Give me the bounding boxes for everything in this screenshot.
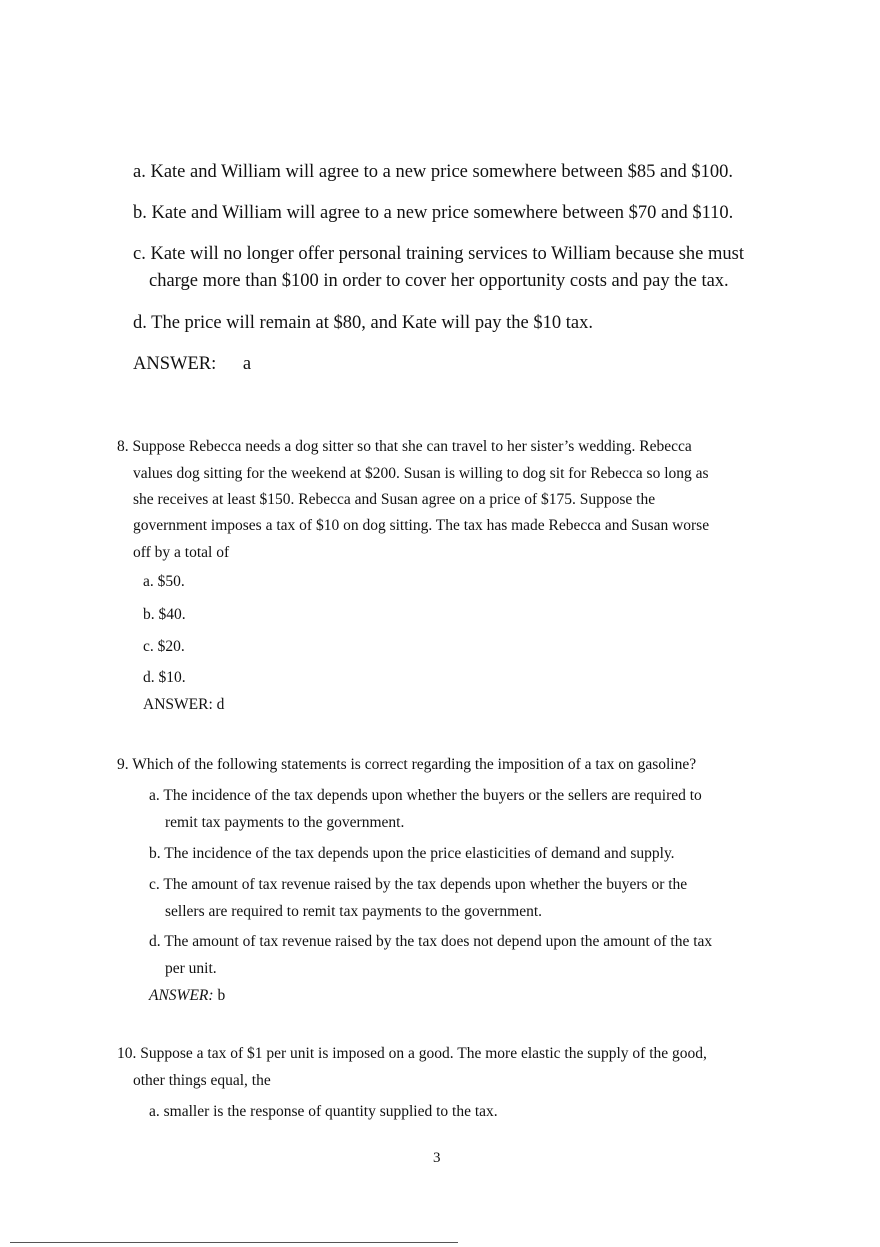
q9-stem bbox=[117, 756, 696, 774]
q7-option-a bbox=[133, 162, 733, 183]
q7-option-c bbox=[133, 244, 744, 265]
footer-divider bbox=[10, 1242, 458, 1243]
answer-label: ANSWER: bbox=[133, 354, 217, 374]
option-text: The incidence of the tax depends upon whether the buyers or the sellers are required to bbox=[163, 787, 702, 804]
option-label: a. bbox=[149, 787, 160, 804]
answer-value: a bbox=[242, 354, 252, 374]
q8-stem-line-5: off by a total of bbox=[133, 544, 230, 561]
q8-stem-line-2: values dog sitting for the weekend at $200. Susan is willing to dog sit for Rebecca so long as bbox=[133, 465, 709, 482]
option-label: c. bbox=[133, 244, 146, 264]
question-text: Suppose Rebecca needs a dog sitter so that she can travel to her sister’s wedding. Rebecca bbox=[132, 438, 692, 455]
answer-label: ANSWER: bbox=[149, 987, 214, 1004]
option-text: Kate and William will agree to a new price somewhere between $85 and $100. bbox=[150, 162, 733, 182]
option-label: b. bbox=[133, 203, 147, 223]
q9-option-c bbox=[149, 876, 687, 894]
option-label: d. bbox=[149, 933, 161, 950]
q9-option-b bbox=[149, 845, 675, 863]
q8-stem-line-3: she receives at least $150. Rebecca and Susan agree on a price of $175. Suppose the bbox=[133, 491, 656, 508]
q10-option-a: a. smaller is the response of quantity supplied to the tax. bbox=[149, 1103, 498, 1120]
q9-option-d-continued: per unit. bbox=[165, 960, 217, 977]
option-text: The price will remain at $80, and Kate will pay the $10 tax. bbox=[151, 313, 593, 333]
q8-stem-line-1 bbox=[117, 438, 692, 456]
answer-value: b bbox=[217, 987, 226, 1004]
q9-option-a bbox=[149, 787, 702, 805]
q7-option-c-continued: charge more than $100 in order to cover her opportunity costs and pay the tax. bbox=[149, 271, 729, 291]
q7-answer bbox=[133, 354, 251, 375]
option-label: d. bbox=[133, 313, 147, 333]
q8-option-b: b. $40. bbox=[143, 606, 186, 623]
q9-option-a-continued: remit tax payments to the government. bbox=[165, 814, 405, 831]
q10-stem-line-1 bbox=[117, 1045, 707, 1063]
question-number: 9. bbox=[117, 756, 129, 773]
q8-option-a: a. $50. bbox=[143, 573, 185, 590]
question-number: 8. bbox=[117, 438, 129, 455]
q8-stem-line-4: government imposes a tax of $10 on dog sitting. The tax has made Rebecca and Susan worse bbox=[133, 517, 710, 534]
q9-option-c-continued: sellers are required to remit tax payments to the government. bbox=[165, 903, 543, 920]
q7-option-d bbox=[133, 313, 593, 334]
q8-option-c: c. $20. bbox=[143, 638, 185, 655]
q9-option-d bbox=[149, 933, 712, 951]
q8-option-d: d. $10. bbox=[143, 669, 186, 686]
q7-option-b bbox=[133, 203, 733, 224]
option-text: Kate and William will agree to a new price somewhere between $70 and $110. bbox=[151, 203, 734, 223]
option-label: b. bbox=[149, 845, 161, 862]
option-text: Kate will no longer offer personal training services to William because she must bbox=[150, 244, 744, 264]
q10-stem-line-2: other things equal, the bbox=[133, 1072, 271, 1089]
option-label: c. bbox=[149, 876, 160, 893]
option-text: The incidence of the tax depends upon the price elasticities of demand and supply. bbox=[164, 845, 675, 862]
page-number: 3 bbox=[433, 1150, 441, 1166]
option-text: The amount of tax revenue raised by the tax does not depend upon the amount of the tax bbox=[164, 933, 713, 950]
question-number: 10. bbox=[117, 1045, 137, 1062]
q8-answer: ANSWER: d bbox=[143, 696, 225, 713]
question-text: Which of the following statements is correct regarding the imposition of a tax on gasoline? bbox=[132, 756, 697, 773]
option-label: a. bbox=[133, 162, 146, 182]
question-text: Suppose a tax of $1 per unit is imposed on a good. The more elastic the supply of the good, bbox=[140, 1045, 707, 1062]
option-text: The amount of tax revenue raised by the tax depends upon whether the buyers or the bbox=[163, 876, 688, 893]
q9-answer bbox=[149, 987, 225, 1005]
